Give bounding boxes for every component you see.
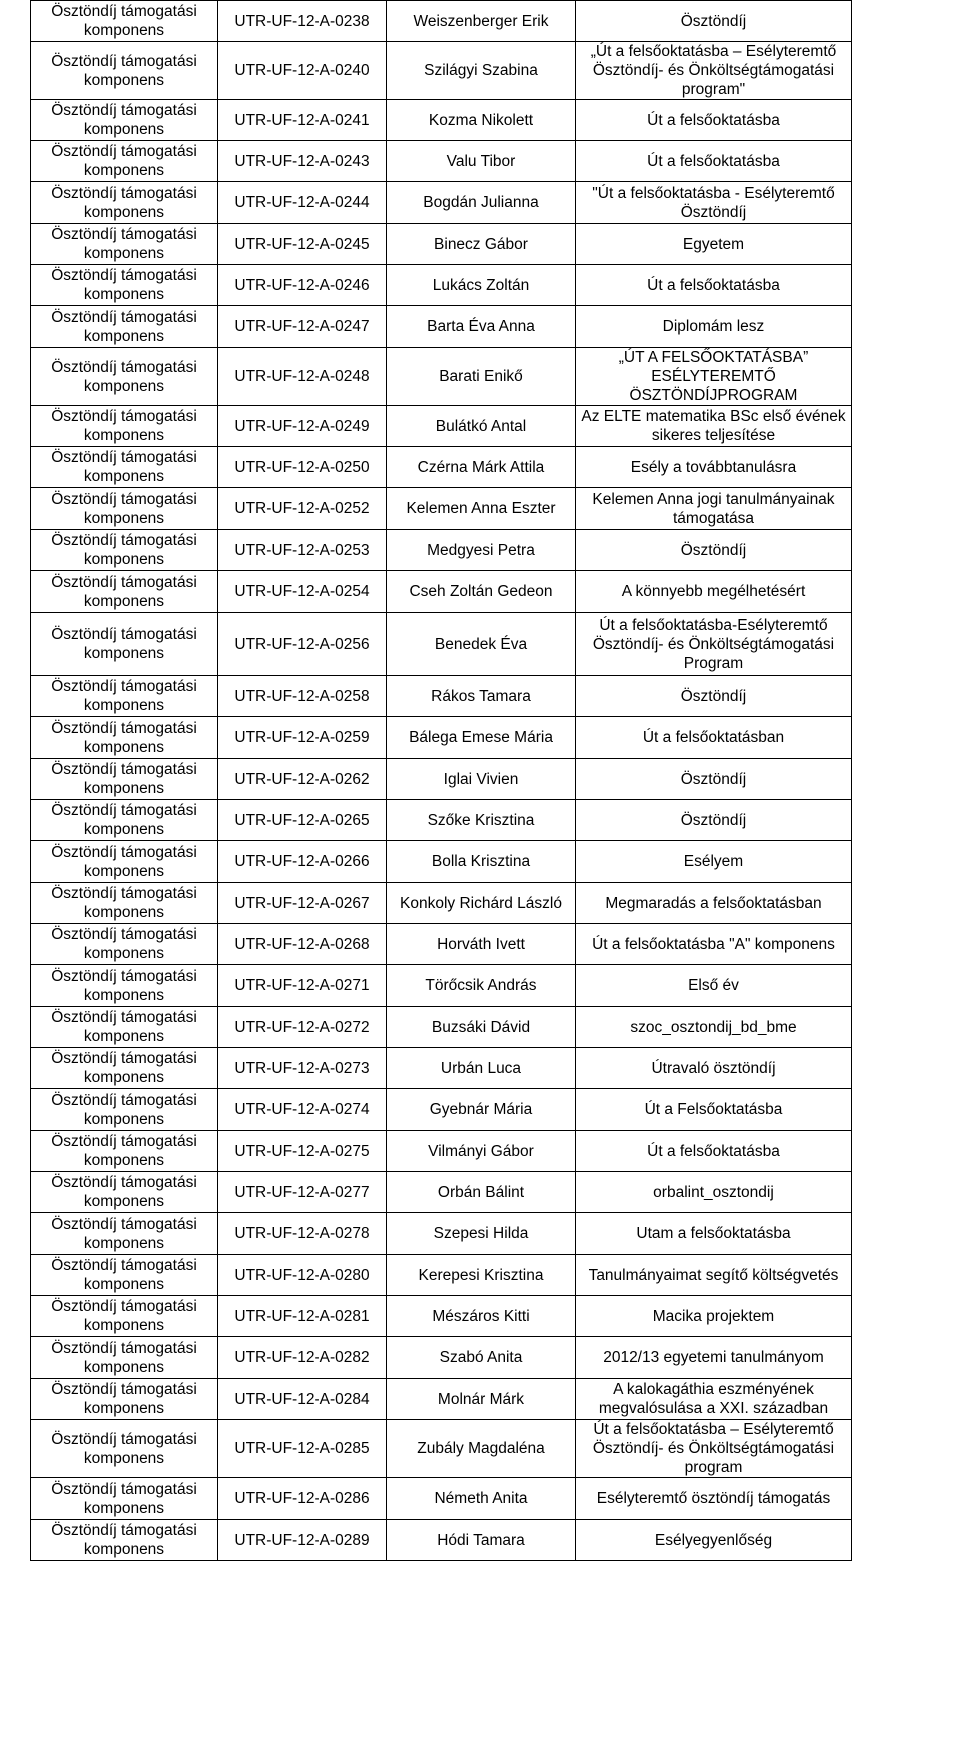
table-row	[31, 306, 852, 348]
component-type-cell: Ösztöndíj támogatási komponens	[31, 883, 218, 924]
applicant-name-cell: Kelemen Anna Eszter	[387, 488, 576, 530]
table-row	[31, 348, 852, 406]
application-code-cell: UTR-UF-12-A-0272	[218, 1007, 387, 1048]
component-type-cell: Ösztöndíj támogatási komponens	[31, 447, 218, 488]
table-row	[31, 265, 852, 306]
component-type-cell: Ösztöndíj támogatási komponens	[31, 1296, 218, 1337]
application-code-cell: UTR-UF-12-A-0249	[218, 406, 387, 447]
project-title-cell: Macika projektem	[576, 1296, 852, 1337]
table-row	[31, 488, 852, 530]
project-title-cell: Út a felsőoktatásba	[576, 141, 852, 182]
project-title-cell: Útravaló ösztöndíj	[576, 1048, 852, 1089]
table-row	[31, 1213, 852, 1255]
application-code-cell: UTR-UF-12-A-0254	[218, 571, 387, 613]
table-row	[31, 571, 852, 613]
application-code-cell: UTR-UF-12-A-0243	[218, 141, 387, 182]
application-code-cell: UTR-UF-12-A-0265	[218, 800, 387, 841]
applicant-name-cell: Benedek Éva	[387, 613, 576, 676]
table-row	[31, 759, 852, 800]
component-type-cell: Ösztöndíj támogatási komponens	[31, 224, 218, 265]
project-title-cell: „ÚT A FELSŐOKTATÁSBA” ESÉLYTEREMTŐ ÖSZTÖNDÍJPROGRAM	[576, 348, 852, 406]
applicant-name-cell: Kerepesi Krisztina	[387, 1255, 576, 1296]
component-type-cell: Ösztöndíj támogatási komponens	[31, 348, 218, 406]
application-code-cell: UTR-UF-12-A-0286	[218, 1478, 387, 1520]
component-type-cell: Ösztöndíj támogatási komponens	[31, 924, 218, 965]
application-code-cell: UTR-UF-12-A-0244	[218, 182, 387, 224]
component-type-cell: Ösztöndíj támogatási komponens	[31, 182, 218, 224]
applicant-name-cell: Szabó Anita	[387, 1337, 576, 1379]
table-row	[31, 1089, 852, 1131]
component-type-cell: Ösztöndíj támogatási komponens	[31, 571, 218, 613]
project-title-cell: Ösztöndíj	[576, 759, 852, 800]
project-title-cell: A könnyebb megélhetésért	[576, 571, 852, 613]
table-row	[31, 100, 852, 141]
table-row	[31, 1520, 852, 1561]
application-code-cell: UTR-UF-12-A-0248	[218, 348, 387, 406]
project-title-cell: Út a felsőoktatásba "A" komponens	[576, 924, 852, 965]
applicant-name-cell: Iglai Vivien	[387, 759, 576, 800]
applicant-name-cell: Németh Anita	[387, 1478, 576, 1520]
table-row	[31, 182, 852, 224]
application-code-cell: UTR-UF-12-A-0240	[218, 42, 387, 100]
component-type-cell: Ösztöndíj támogatási komponens	[31, 1048, 218, 1089]
table-row	[31, 224, 852, 265]
table-row	[31, 406, 852, 447]
applicant-name-cell: Mészáros Kitti	[387, 1296, 576, 1337]
project-title-cell: Megmaradás a felsőoktatásban	[576, 883, 852, 924]
project-title-cell: 2012/13 egyetemi tanulmányom	[576, 1337, 852, 1379]
application-code-cell: UTR-UF-12-A-0274	[218, 1089, 387, 1131]
component-type-cell: Ösztöndíj támogatási komponens	[31, 141, 218, 182]
component-type-cell: Ösztöndíj támogatási komponens	[31, 717, 218, 759]
table-row	[31, 1337, 852, 1379]
table-row	[31, 1007, 852, 1048]
applicant-name-cell: Medgyesi Petra	[387, 530, 576, 571]
application-code-cell: UTR-UF-12-A-0241	[218, 100, 387, 141]
table-row	[31, 965, 852, 1007]
applicant-name-cell: Buzsáki Dávid	[387, 1007, 576, 1048]
project-title-cell: Út a felsőoktatásba	[576, 100, 852, 141]
project-title-cell: Ösztöndíj	[576, 1, 852, 42]
component-type-cell: Ösztöndíj támogatási komponens	[31, 42, 218, 100]
component-type-cell: Ösztöndíj támogatási komponens	[31, 841, 218, 883]
project-title-cell: "Út a felsőoktatásba - Esélyteremtő Ösztöndíj	[576, 182, 852, 224]
grant-table	[30, 0, 852, 1561]
applicant-name-cell: Barta Éva Anna	[387, 306, 576, 348]
grant-table-body	[31, 1, 852, 1561]
applicant-name-cell: Lukács Zoltán	[387, 265, 576, 306]
component-type-cell: Ösztöndíj támogatási komponens	[31, 1337, 218, 1379]
component-type-cell: Ösztöndíj támogatási komponens	[31, 306, 218, 348]
application-code-cell: UTR-UF-12-A-0278	[218, 1213, 387, 1255]
project-title-cell: orbalint_osztondij	[576, 1172, 852, 1213]
component-type-cell: Ösztöndíj támogatási komponens	[31, 1379, 218, 1420]
component-type-cell: Ösztöndíj támogatási komponens	[31, 1520, 218, 1561]
applicant-name-cell: Gyebnár Mária	[387, 1089, 576, 1131]
project-title-cell: Ösztöndíj	[576, 800, 852, 841]
project-title-cell: Út a felsőoktatásba	[576, 265, 852, 306]
applicant-name-cell: Zubály Magdaléna	[387, 1420, 576, 1478]
table-row	[31, 1296, 852, 1337]
component-type-cell: Ösztöndíj támogatási komponens	[31, 1007, 218, 1048]
applicant-name-cell: Bogdán Julianna	[387, 182, 576, 224]
project-title-cell: Ösztöndíj	[576, 530, 852, 571]
component-type-cell: Ösztöndíj támogatási komponens	[31, 800, 218, 841]
application-code-cell: UTR-UF-12-A-0246	[218, 265, 387, 306]
table-row	[31, 613, 852, 676]
application-code-cell: UTR-UF-12-A-0285	[218, 1420, 387, 1478]
project-title-cell: Út a felsőoktatásba – Esélyteremtő Ösztöndíj- és Önköltségtámogatási program	[576, 1420, 852, 1478]
applicant-name-cell: Molnár Márk	[387, 1379, 576, 1420]
applicant-name-cell: Cseh Zoltán Gedeon	[387, 571, 576, 613]
application-code-cell: UTR-UF-12-A-0280	[218, 1255, 387, 1296]
component-type-cell: Ösztöndíj támogatási komponens	[31, 676, 218, 717]
applicant-name-cell: Barati Enikő	[387, 348, 576, 406]
applicant-name-cell: Szőke Krisztina	[387, 800, 576, 841]
project-title-cell: Esélyem	[576, 841, 852, 883]
project-title-cell: Utam a felsőoktatásba	[576, 1213, 852, 1255]
project-title-cell: Egyetem	[576, 224, 852, 265]
applicant-name-cell: Urbán Luca	[387, 1048, 576, 1089]
project-title-cell: Út a felsőoktatásba-Esélyteremtő Ösztöndíj- és Önköltségtámogatási Program	[576, 613, 852, 676]
application-code-cell: UTR-UF-12-A-0268	[218, 924, 387, 965]
table-row	[31, 1478, 852, 1520]
application-code-cell: UTR-UF-12-A-0262	[218, 759, 387, 800]
project-title-cell: Az ELTE matematika BSc első évének sikeres teljesítése	[576, 406, 852, 447]
application-code-cell: UTR-UF-12-A-0277	[218, 1172, 387, 1213]
component-type-cell: Ösztöndíj támogatási komponens	[31, 406, 218, 447]
table-row	[31, 800, 852, 841]
application-code-cell: UTR-UF-12-A-0238	[218, 1, 387, 42]
applicant-name-cell: Kozma Nikolett	[387, 100, 576, 141]
applicant-name-cell: Bolla Krisztina	[387, 841, 576, 883]
component-type-cell: Ösztöndíj támogatási komponens	[31, 488, 218, 530]
component-type-cell: Ösztöndíj támogatási komponens	[31, 100, 218, 141]
application-code-cell: UTR-UF-12-A-0250	[218, 447, 387, 488]
applicant-name-cell: Szilágyi Szabina	[387, 42, 576, 100]
component-type-cell: Ösztöndíj támogatási komponens	[31, 1420, 218, 1478]
project-title-cell: szoc_osztondij_bd_bme	[576, 1007, 852, 1048]
application-code-cell: UTR-UF-12-A-0247	[218, 306, 387, 348]
application-code-cell: UTR-UF-12-A-0289	[218, 1520, 387, 1561]
project-title-cell: Első év	[576, 965, 852, 1007]
applicant-name-cell: Weiszenberger Erik	[387, 1, 576, 42]
application-code-cell: UTR-UF-12-A-0259	[218, 717, 387, 759]
project-title-cell: Út a felsőoktatásba	[576, 1131, 852, 1172]
project-title-cell: Út a felsőoktatásban	[576, 717, 852, 759]
component-type-cell: Ösztöndíj támogatási komponens	[31, 530, 218, 571]
application-code-cell: UTR-UF-12-A-0275	[218, 1131, 387, 1172]
applicant-name-cell: Hódi Tamara	[387, 1520, 576, 1561]
table-row	[31, 42, 852, 100]
table-row	[31, 1420, 852, 1478]
table-row	[31, 1379, 852, 1420]
table-row	[31, 447, 852, 488]
application-code-cell: UTR-UF-12-A-0271	[218, 965, 387, 1007]
component-type-cell: Ösztöndíj támogatási komponens	[31, 1131, 218, 1172]
table-row	[31, 841, 852, 883]
table-row	[31, 141, 852, 182]
component-type-cell: Ösztöndíj támogatási komponens	[31, 1, 218, 42]
project-title-cell: Ösztöndíj	[576, 676, 852, 717]
table-row	[31, 883, 852, 924]
applicant-name-cell: Bulátkó Antal	[387, 406, 576, 447]
project-title-cell: Esély a továbbtanulásra	[576, 447, 852, 488]
application-code-cell: UTR-UF-12-A-0258	[218, 676, 387, 717]
applicant-name-cell: Törőcsik András	[387, 965, 576, 1007]
component-type-cell: Ösztöndíj támogatási komponens	[31, 965, 218, 1007]
application-code-cell: UTR-UF-12-A-0252	[218, 488, 387, 530]
project-title-cell: Út a Felsőoktatásba	[576, 1089, 852, 1131]
applicant-name-cell: Szepesi Hilda	[387, 1213, 576, 1255]
project-title-cell: Diplomám lesz	[576, 306, 852, 348]
component-type-cell: Ösztöndíj támogatási komponens	[31, 1255, 218, 1296]
component-type-cell: Ösztöndíj támogatási komponens	[31, 265, 218, 306]
applicant-name-cell: Vilmányi Gábor	[387, 1131, 576, 1172]
applicant-name-cell: Bálega Emese Mária	[387, 717, 576, 759]
applicant-name-cell: Horváth Ivett	[387, 924, 576, 965]
table-row	[31, 1, 852, 42]
application-code-cell: UTR-UF-12-A-0267	[218, 883, 387, 924]
component-type-cell: Ösztöndíj támogatási komponens	[31, 1172, 218, 1213]
component-type-cell: Ösztöndíj támogatási komponens	[31, 1478, 218, 1520]
project-title-cell: Esélyegyenlőség	[576, 1520, 852, 1561]
applicant-name-cell: Konkoly Richárd László	[387, 883, 576, 924]
table-row	[31, 1048, 852, 1089]
table-row	[31, 1255, 852, 1296]
applicant-name-cell: Czérna Márk Attila	[387, 447, 576, 488]
application-code-cell: UTR-UF-12-A-0266	[218, 841, 387, 883]
applicant-name-cell: Rákos Tamara	[387, 676, 576, 717]
applicant-name-cell: Valu Tibor	[387, 141, 576, 182]
applicant-name-cell: Orbán Bálint	[387, 1172, 576, 1213]
table-row	[31, 924, 852, 965]
project-title-cell: „Út a felsőoktatásba – Esélyteremtő Ösztöndíj- és Önköltségtámogatási program"	[576, 42, 852, 100]
table-row	[31, 530, 852, 571]
application-code-cell: UTR-UF-12-A-0282	[218, 1337, 387, 1379]
applicant-name-cell: Binecz Gábor	[387, 224, 576, 265]
component-type-cell: Ösztöndíj támogatási komponens	[31, 613, 218, 676]
application-code-cell: UTR-UF-12-A-0284	[218, 1379, 387, 1420]
project-title-cell: A kalokagáthia eszményének megvalósulása a XXI. században	[576, 1379, 852, 1420]
application-code-cell: UTR-UF-12-A-0253	[218, 530, 387, 571]
component-type-cell: Ösztöndíj támogatási komponens	[31, 1089, 218, 1131]
application-code-cell: UTR-UF-12-A-0273	[218, 1048, 387, 1089]
component-type-cell: Ösztöndíj támogatási komponens	[31, 1213, 218, 1255]
application-code-cell: UTR-UF-12-A-0281	[218, 1296, 387, 1337]
application-code-cell: UTR-UF-12-A-0256	[218, 613, 387, 676]
project-title-cell: Esélyteremtő ösztöndíj támogatás	[576, 1478, 852, 1520]
table-row	[31, 1172, 852, 1213]
table-row	[31, 717, 852, 759]
project-title-cell: Kelemen Anna jogi tanulmányainak támogatása	[576, 488, 852, 530]
component-type-cell: Ösztöndíj támogatási komponens	[31, 759, 218, 800]
table-row	[31, 1131, 852, 1172]
table-row	[31, 676, 852, 717]
application-code-cell: UTR-UF-12-A-0245	[218, 224, 387, 265]
project-title-cell: Tanulmányaimat segítő költségvetés	[576, 1255, 852, 1296]
